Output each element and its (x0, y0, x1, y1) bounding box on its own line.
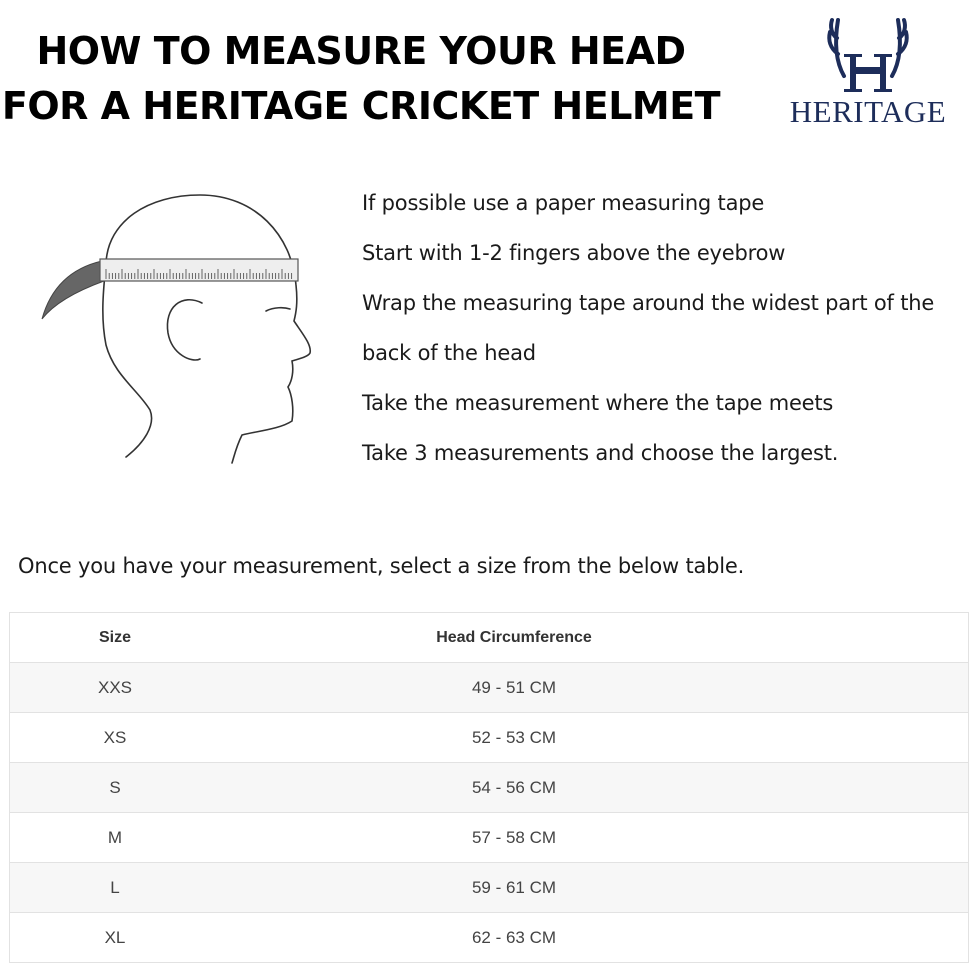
size-cell: XL (10, 913, 221, 963)
size-cell: XXS (10, 663, 221, 713)
size-cell: L (10, 863, 221, 913)
size-table (9, 612, 969, 963)
size-cell: XS (10, 713, 221, 763)
head-measuring-illustration (30, 185, 330, 470)
table-row (10, 863, 969, 913)
step-item: Take the measurement where the tape meets (362, 391, 834, 415)
heritage-logo (784, 14, 952, 132)
step-item: If possible use a paper measuring tape (362, 191, 765, 215)
table-row (10, 763, 969, 813)
size-cell: M (10, 813, 221, 863)
table-row (10, 663, 969, 713)
title-line-1: HOW TO MEASURE YOUR HEAD (36, 29, 686, 73)
circumference-cell: 57 - 58 CM (220, 813, 969, 863)
measuring-steps (362, 178, 934, 478)
stag-antlers-monogram-icon (784, 14, 952, 94)
step-item: Take 3 measurements and choose the largest. (362, 441, 839, 465)
logo-wordmark: HERITAGE (789, 94, 947, 129)
header-head-circumference: Head Circumference (220, 613, 969, 663)
title-line-2: FOR A HERITAGE CRICKET HELMET (1, 84, 721, 128)
step-item: Start with 1-2 fingers above the eyebrow (362, 241, 786, 265)
circumference-cell: 59 - 61 CM (220, 863, 969, 913)
table-row (10, 913, 969, 963)
circumference-cell: 52 - 53 CM (220, 713, 969, 763)
page-title (0, 24, 722, 134)
table-intro: Once you have your measurement, select a size from the below table. (18, 554, 745, 578)
table-row (10, 813, 969, 863)
step-item: back of the head (362, 341, 536, 365)
table-header-row (10, 613, 969, 663)
header-size: Size (10, 613, 221, 663)
table-row (10, 713, 969, 763)
circumference-cell: 62 - 63 CM (220, 913, 969, 963)
step-item: Wrap the measuring tape around the widest part of the (362, 291, 935, 315)
circumference-cell: 49 - 51 CM (220, 663, 969, 713)
circumference-cell: 54 - 56 CM (220, 763, 969, 813)
size-cell: S (10, 763, 221, 813)
